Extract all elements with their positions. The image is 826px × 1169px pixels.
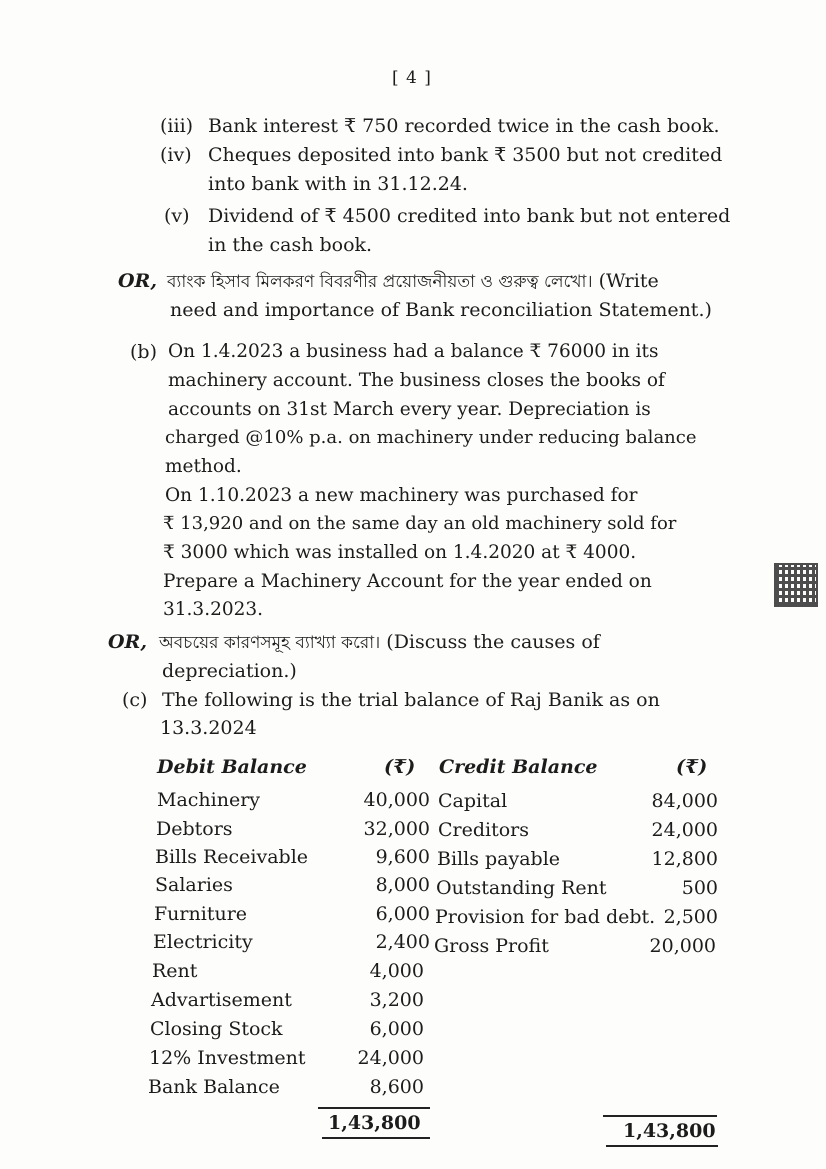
bangla-text: অবচয়ের কারণসমূহ ব্যাখ্যা করো।	[158, 633, 381, 653]
debit-unit: (₹)	[384, 756, 416, 778]
debit-total-underline	[322, 1137, 430, 1139]
debit-amount: 3,200	[369, 989, 424, 1011]
debit-name: Salaries	[155, 874, 233, 896]
debit-total-rule	[318, 1107, 430, 1109]
debit-amount: 6,000	[369, 1018, 424, 1040]
debit-name: Bank Balance	[148, 1076, 280, 1098]
credit-name: Gross Profit	[434, 935, 549, 957]
or-question-2	[108, 630, 600, 655]
debit-amount: 24,000	[357, 1047, 424, 1069]
debit-amount: 4,000	[369, 960, 424, 982]
debit-amount: 6,000	[375, 903, 430, 925]
question-c-text: The following is the trial balance of Raj Banik as on	[162, 689, 660, 711]
question-b-line: method.	[165, 456, 242, 477]
item-iv	[160, 143, 722, 167]
question-b-line: ₹ 13,920 and on the same day an old machinery sold for	[163, 513, 677, 534]
debit-name: Rent	[152, 960, 198, 982]
debit-amount: 8,000	[375, 874, 430, 896]
question-b-line: accounts on 31st March every year. Depreciation is	[168, 399, 651, 420]
page-number: [ 4 ]	[392, 68, 432, 88]
debit-amount: 40,000	[363, 789, 430, 811]
credit-amount: 84,000	[651, 790, 718, 812]
credit-amount: 12,800	[651, 848, 718, 870]
credit-name: Creditors	[438, 819, 530, 841]
item-text: Dividend of ₹ 4500 credited into bank but not entered	[208, 205, 731, 227]
question-b-line: machinery account. The business closes the books of	[168, 370, 665, 391]
item-text: Cheques deposited into bank ₹ 3500 but not credited	[208, 144, 723, 166]
credit-name: Outstanding Rent	[436, 877, 607, 899]
item-label: (v)	[164, 205, 190, 227]
qr-code-icon	[774, 563, 818, 607]
debit-name: Bills Receivable	[155, 846, 309, 868]
question-b-line: On 1.10.2023 a new machinery was purchased for	[165, 485, 638, 506]
or-question-1-cont: need and importance of Bank reconciliation Statement.)	[170, 299, 712, 321]
debit-name: Machinery	[157, 789, 261, 811]
item-v	[164, 204, 730, 228]
credit-amount: 500	[681, 877, 718, 899]
item-label: (iv)	[160, 144, 192, 166]
credit-amount: 2,500	[663, 906, 718, 928]
item-label: (iii)	[160, 115, 194, 137]
bangla-text: ব্যাংক হিসাব মিলকরণ বিবরণীর প্রয়োজনীয়তা ও গুরুত্ব লেখো।	[166, 272, 593, 292]
credit-amount: 24,000	[651, 819, 718, 841]
credit-name: Provision for bad debt.	[435, 906, 656, 928]
item-iv-cont: into bank with in 31.12.24.	[208, 173, 468, 195]
or-label: OR,	[108, 631, 147, 653]
english-text: (Discuss the causes of	[386, 631, 600, 653]
question-b-line: 31.3.2023.	[163, 599, 264, 620]
debit-name: Electricity	[153, 931, 253, 953]
question-c-date: 13.3.2024	[160, 717, 257, 739]
debit-name: 12% Investment	[149, 1047, 306, 1069]
credit-name: Capital	[438, 790, 508, 812]
or-question-1	[118, 269, 659, 294]
credit-amount: 20,000	[649, 935, 716, 957]
question-b-label: (b)	[130, 341, 157, 363]
credit-name: Bills payable	[437, 848, 561, 870]
debit-amount: 2,400	[375, 931, 430, 953]
credit-total: 1,43,800	[623, 1120, 716, 1142]
debit-amount: 32,000	[363, 818, 430, 840]
english-text: (Write	[598, 270, 659, 292]
item-text: Bank interest ₹ 750 recorded twice in the cash book.	[208, 115, 720, 137]
question-c	[122, 688, 660, 712]
or-question-2-cont: depreciation.)	[162, 660, 297, 682]
credit-total-underline	[606, 1145, 718, 1147]
question-c-label: (c)	[122, 689, 148, 711]
item-v-cont: in the cash book.	[208, 234, 373, 256]
question-b-line: ₹ 3000 which was installed on 1.4.2020 at ₹ 4000.	[163, 542, 637, 563]
debit-name: Debtors	[156, 818, 233, 840]
debit-name: Closing Stock	[150, 1018, 283, 1040]
or-label: OR,	[118, 270, 157, 292]
question-b-line: charged @10% p.a. on machinery under reducing balance	[165, 427, 697, 448]
debit-name: Advartisement	[151, 989, 292, 1011]
debit-name: Furniture	[154, 903, 248, 925]
debit-total: 1,43,800	[328, 1112, 421, 1134]
credit-header: Credit Balance	[439, 756, 598, 778]
debit-header: Debit Balance	[157, 756, 307, 778]
item-iii	[160, 114, 720, 138]
credit-total-rule	[603, 1115, 717, 1117]
question-b-line: Prepare a Machinery Account for the year ended on	[163, 571, 652, 592]
credit-unit: (₹)	[676, 756, 708, 778]
debit-amount: 8,600	[369, 1076, 424, 1098]
debit-amount: 9,600	[375, 846, 430, 868]
question-b-line: On 1.4.2023 a business had a balance ₹ 76000 in its	[168, 341, 659, 362]
